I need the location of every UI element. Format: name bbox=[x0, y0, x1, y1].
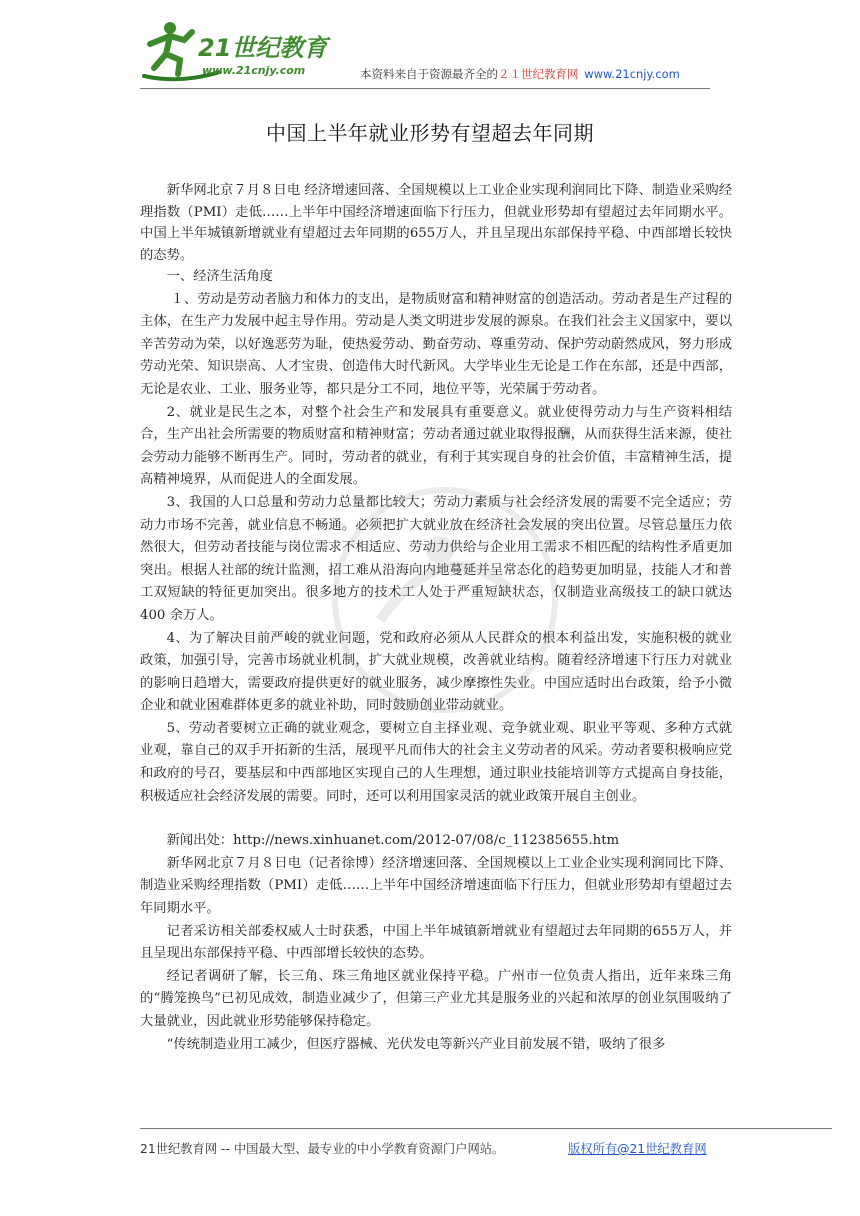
logo-text: 21世纪教育 bbox=[198, 34, 328, 62]
lead-paragraph: 新华网北京７月８日电 经济增速回落、全国规模以上工业企业实现利润同比下降、制造业采购经理指数（PMI）走低……上半年中国经济增速面临下行压力，但就业形势却有望超过去年同期水平。中国上半年城镇新增就业有望超过去年同期的655万人，并且呈现出东部保持平稳、中西部增长较快的态势。 bbox=[140, 183, 732, 263]
header-note-prefix: 本资料来自于资源最齐全的 bbox=[360, 67, 498, 81]
page-footer bbox=[140, 1139, 740, 1157]
paragraph-gap bbox=[140, 808, 732, 830]
point-3: 3、我国的人口总量和劳动力总量都比较大；劳动力素质与社会经济发展的需要不完全适应；劳动力市场不完善，就业信息不畅通。必须把扩大就业放在经济社会发展的突出位置。尽管总量压力依然很大，但劳动者技能与岗位需求不相适应、劳动力供给与企业用工需求不相匹配的结构性矛盾更加突出。根据人社部的统计监测，招工难从沿海向内地蔓延并呈常态化的趋势更加明显，技能人才和普工双短缺的特征更加突出。很多地方的技术工人处于严重短缺状态，仅制造业高级技工的缺口就达 400 余万人。 bbox=[140, 494, 732, 623]
news-paragraph-2: 记者采访相关部委权威人士时获悉，中国上半年城镇新增就业有望超过去年同期的655万人，并且呈现出东部保持平稳、中西部增长较快的态势。 bbox=[140, 923, 732, 962]
point-4: 4、为了解决目前严峻的就业问题，党和政府必须从人民群众的根本利益出发，实施积极的就业政策，加强引导，完善市场就业机制，扩大就业规模，改善就业结构。随着经济增速下行压力对就业的影响日趋增大，需要政府提供更好的就业服务，减少摩擦性失业。中国应适时出台政策，给予小微企业和就业困难群体更多的就业补助，同时鼓励创业带动就业。 bbox=[140, 630, 732, 714]
section-heading: 一、经济生活角度 bbox=[166, 269, 273, 284]
header-source-note bbox=[360, 66, 680, 82]
header-divider bbox=[140, 88, 710, 89]
point-2: 2、就业是民生之本，对整个社会生产和发展具有重要意义。就业使得劳动力与生产资料相结合，生产出社会所需要的物质财富和精神财富；劳动者通过就业取得报酬，从而获得生活来源，使社会劳动力能够不断再生产。同时，劳动者的就业，有利于其实现自身的社会价值，丰富精神生活，提高精神境界，从而促进人的全面发展。 bbox=[140, 404, 732, 488]
site-logo[interactable] bbox=[140, 18, 340, 84]
news-paragraph-3: 经记者调研了解，长三角、珠三角地区就业保持平稳。广州市一位负责人指出，近年来珠三角的“腾笼换鸟”已初见成效，制造业减少了，但第三产业尤其是服务业的兴起和浓厚的创业氛围吸纳了大量就业，因此就业形势能够保持稳定。 bbox=[140, 968, 732, 1029]
point-1: １、劳动是劳动者脑力和体力的支出，是物质财富和精神财富的创造活动。劳动者是生产过程的主体，在生产力发展中起主导作用。劳动是人类文明进步发展的源泉。在我们社会主义国家中，要以辛苦劳动为荣，以好逸恶劳为耻，使热爱劳动、勤奋劳动、尊重劳动、保护劳动蔚然成风，努力形成劳动光荣、知识崇高、人才宝贵、创造伟大时代新风。大学毕业生无论是工作在东部，还是中西部，无论是农业、工业、服务业等，都只是分工不同，地位平等，光荣属于劳动者。 bbox=[140, 291, 732, 397]
page-header bbox=[0, 0, 860, 100]
news-source-link[interactable]: 新闻出处：http://news.xinhuanet.com/2012-07/08/c_112385655.htm bbox=[166, 833, 620, 849]
header-note-url[interactable]: www.21cnjy.com bbox=[584, 67, 680, 81]
point-5: 5、劳动者要树立正确的就业观念，要树立自主择业观、竞争就业观、职业平等观、多种方式就业观，靠自己的双手开拓新的生活，展现平凡而伟大的社会主义劳动者的风采。劳动者要积极响应党和政府的号召，要基层和中西部地区实现自己的人生理想，通过职业技能培训等方式提高自身技能，积极适应社会经济发展的需要。同时，还可以利用国家灵活的就业政策开展自主创业。 bbox=[140, 720, 732, 804]
copyright-link[interactable]: 版权所有@21世纪教育网 bbox=[568, 1142, 707, 1156]
article-title: 中国上半年就业形势有望超去年同期 bbox=[266, 121, 594, 145]
footer-divider bbox=[140, 1128, 832, 1129]
news-paragraph-4: “传统制造业用工减少，但医疗器械、光伏发电等新兴产业目前发展不错，吸纳了很多 bbox=[166, 1036, 666, 1052]
logo-url: www.21cnjy.com bbox=[202, 64, 306, 77]
article-body bbox=[140, 180, 732, 1056]
footer-text: 21世纪教育网 -- 中国最大型、最专业的中小学教育资源门户网站。 bbox=[140, 1142, 505, 1156]
header-note-site[interactable]: ２１世纪教育网 bbox=[498, 67, 579, 81]
news-paragraph-1: 新华网北京７月８日电（记者徐博）经济增速回落、全国规模以上工业企业实现利润同比下降、制造业采购经理指数（PMI）走低……上半年中国经济增速面临下行压力，但就业形势却有望超过去年同期水平。 bbox=[140, 855, 732, 917]
